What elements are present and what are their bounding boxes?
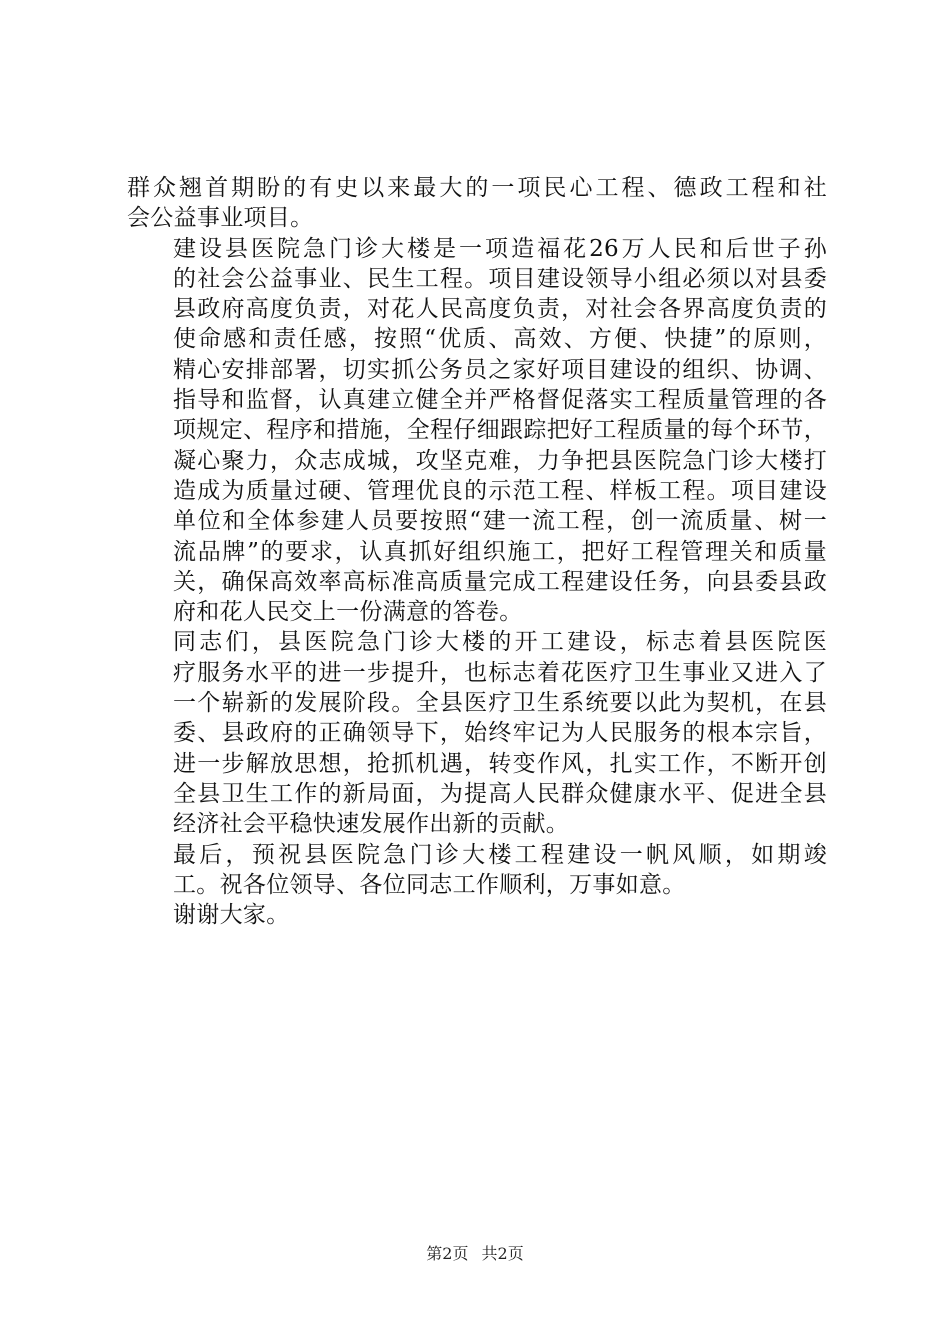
- paragraph-line: 关，确保高效率高标准高质量完成工程建设任务，向县委县政: [173, 568, 827, 595]
- paragraph-line: 全县卫生工作的新局面，为提高人民群众健康水平、促进全县: [173, 780, 827, 807]
- paragraph-line: 一个崭新的发展阶段。全县医疗卫生系统要以此为契机，在县: [173, 690, 827, 717]
- page-total: 共2页: [481, 1244, 524, 1263]
- paragraph-line: 府和花人民交上一份满意的答卷。: [173, 599, 523, 626]
- paragraph-line: 同志们，县医院急门诊大楼的开工建设，标志着县医院医: [173, 629, 827, 656]
- paragraph-line: 凝心聚力，众志成城，攻坚克难，力争把县医院急门诊大楼打: [173, 447, 827, 474]
- paragraph-line: 会公益事业项目。: [127, 205, 314, 232]
- paragraph-line: 经济社会平稳快速发展作出新的贡献。: [173, 811, 570, 838]
- paragraph-2: [127, 234, 827, 628]
- paragraph-line: 建设县医院急门诊大楼是一项造福花26万人民和后世子孙: [173, 235, 827, 262]
- paragraph-3: [127, 627, 827, 839]
- paragraph-line: 进一步解放思想，抢抓机遇，转变作风，扎实工作，不断开创: [173, 750, 827, 777]
- paragraph-line: 最后，预祝县医院急门诊大楼工程建设一帆风顺，如期竣: [173, 841, 827, 868]
- page-number: 第2页: [426, 1244, 469, 1263]
- paragraph-line: 精心安排部署，切实抓公务员之家好项目建设的组织、协调、: [173, 356, 827, 383]
- page-footer: [0, 1244, 950, 1264]
- paragraph-line: 工。祝各位领导、各位同志工作顺利，万事如意。: [173, 871, 686, 898]
- paragraph-line: 群众翘首期盼的有史以来最大的一项民心工程、德政工程和社: [127, 175, 827, 201]
- paragraph-line: 单位和全体参建人员要按照“建一流工程，创一流质量、树一: [173, 508, 827, 535]
- paragraph-5: [127, 900, 827, 930]
- paragraph-line: 项规定、程序和措施，全程仔细跟踪把好工程质量的每个环节，: [173, 417, 827, 444]
- paragraph-line: 委、县政府的正确领导下，始终牢记为人民服务的根本宗旨，: [173, 720, 827, 747]
- paragraph-line: 的社会公益事业、民生工程。项目建设领导小组必须以对县委: [173, 265, 827, 292]
- paragraph-4: [127, 840, 827, 901]
- paragraph-line: 使命感和责任感，按照“优质、高效、方便、快捷”的原则，: [173, 326, 827, 353]
- paragraph-line: 指导和监督，认真建立健全并严格督促落实工程质量管理的各: [173, 387, 827, 414]
- document-body: [127, 173, 827, 930]
- paragraph-1: [127, 173, 827, 234]
- paragraph-line: 造成为质量过硬、管理优良的示范工程、样板工程。项目建设: [173, 477, 827, 504]
- paragraph-line: 流品牌”的要求，认真抓好组织施工，把好工程管理关和质量: [173, 538, 827, 565]
- paragraph-line: 疗服务水平的进一步提升，也标志着花医疗卫生事业又进入了: [173, 659, 827, 686]
- paragraph-line: 谢谢大家。: [173, 902, 290, 929]
- paragraph-line: 县政府高度负责，对花人民高度负责，对社会各界高度负责的: [173, 296, 827, 323]
